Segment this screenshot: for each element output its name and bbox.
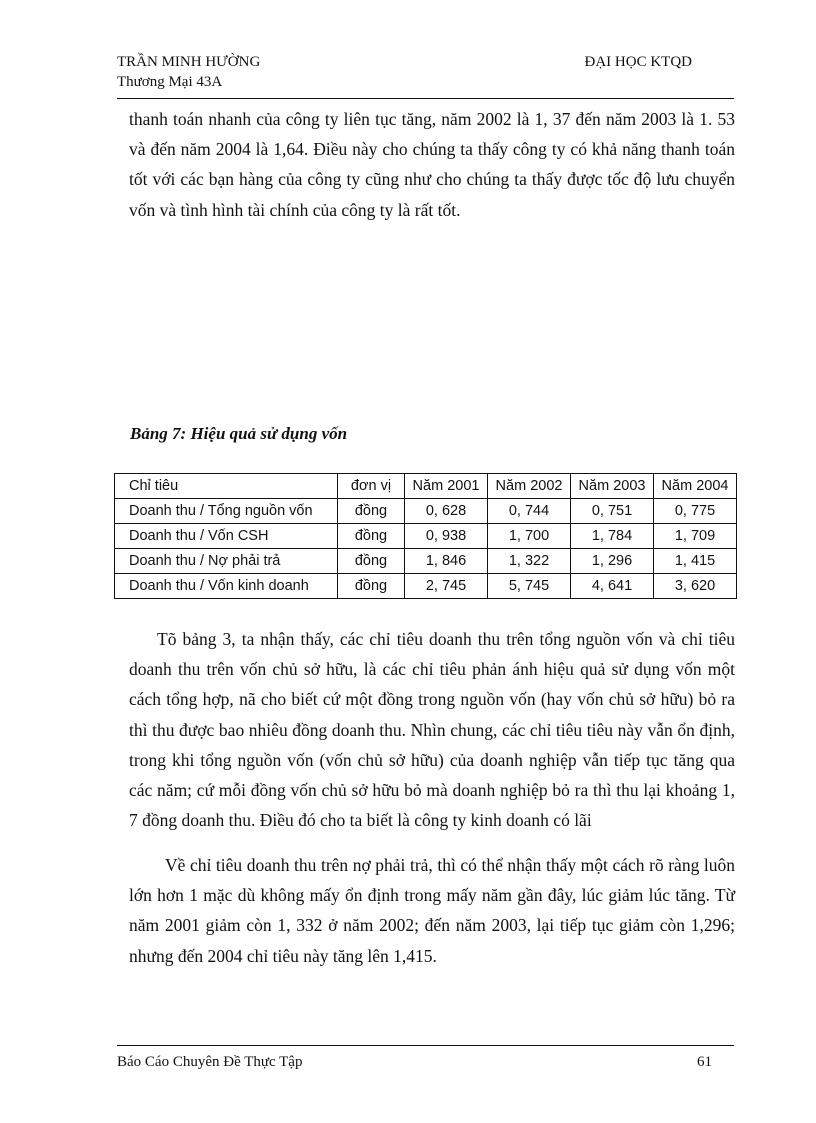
author-name: TRẦN MINH HƯỜNG	[117, 54, 261, 70]
row-value-2002: 1, 322	[488, 549, 571, 574]
header-2004: Năm 2004	[654, 474, 737, 499]
university-name: ĐẠI HỌC KTQD	[584, 54, 692, 70]
row-value-2004: 3, 620	[654, 574, 737, 599]
paragraph-debt-ratio: Về chỉ tiêu doanh thu trên nợ phải trả, thì có thể nhận thấy một cách rõ ràng luôn lớn hơn 1 mặc dù không mấy ổn định trong mấy năm gần đây, lúc giảm lúc tăng. Từ năm 2001 giảm còn 1, 332 ở năm 2002; đến năm 2003, lại tiếp tục giảm còn 1,296; nhưng đến 2004 chỉ tiêu này tăng lên 1,415.	[129, 855, 735, 966]
row-value-2002: 1, 700	[488, 524, 571, 549]
row-value-2004: 1, 415	[654, 549, 737, 574]
page-header-left	[117, 52, 260, 92]
row-value-2003: 1, 296	[571, 549, 654, 574]
table-caption: Bảng 7: Hiệu quả sử dụng vốn	[130, 424, 348, 443]
row-value-2001: 0, 628	[405, 499, 488, 524]
table-row	[115, 499, 737, 524]
row-value-2001: 1, 846	[405, 549, 488, 574]
header-indicator: Chỉ tiêu	[115, 474, 338, 499]
row-indicator: Doanh thu / Vốn kinh doanh	[115, 574, 338, 599]
row-value-2001: 2, 745	[405, 574, 488, 599]
table-row	[115, 524, 737, 549]
row-indicator: Doanh thu / Tổng nguồn vốn	[115, 499, 338, 524]
table-row	[115, 574, 737, 599]
row-unit: đồng	[338, 549, 405, 574]
row-value-2004: 0, 775	[654, 499, 737, 524]
capital-efficiency-table	[114, 473, 737, 599]
row-value-2003: 0, 751	[571, 499, 654, 524]
paragraph-analysis: Tõ bảng 3, ta nhận thấy, các chỉ tiêu doanh thu trên tổng nguồn vốn và chỉ tiêu doanh thu trên vốn chủ sở hữu, là các chỉ tiêu phản ánh hiệu quả sử dụng vốn một cách tổng hợp, nã cho biết cứ một đồng trong nguồn vốn (hay vốn chủ sở hữu) bỏ ra thì thu được bao nhiêu đồng doanh thu. Nhìn chung, các chỉ tiêu tiêu này vẫn ổn định, trong khi tổng nguồn vốn (vốn chủ sở hữu) của doanh nghiệp vẫn tiếp tục tăng qua các năm; cứ mỗi đồng vốn chủ sở hữu bỏ mà doanh nghiệp bỏ ra thì thu lại khoảng 1, 7 đồng doanh thu. Điều đó cho ta biết là công ty kinh doanh có lãi	[129, 629, 735, 831]
header-unit: đơn vị	[338, 474, 405, 499]
paragraph-liquidity: thanh toán nhanh của công ty liên tục tăng, năm 2002 là 1, 37 đến năm 2003 là 1. 53 và đến năm 2004 là 1,64. Điều này cho chúng ta thấy công ty có khả năng thanh toán tốt với các bạn hàng của công ty cũng như cho chúng ta thấy được tốc độ lưu chuyển vốn và tình hình tài chính của công ty là rất tốt.	[129, 109, 735, 220]
row-value-2003: 4, 641	[571, 574, 654, 599]
row-unit: đồng	[338, 574, 405, 599]
footer-title: Báo Cáo Chuyên Đề Thực Tập	[117, 1054, 303, 1070]
row-indicator: Doanh thu / Nợ phải trả	[115, 549, 338, 574]
table-row	[115, 549, 737, 574]
row-value-2001: 0, 938	[405, 524, 488, 549]
class-name: Thương Mại 43A	[117, 74, 223, 90]
row-value-2002: 0, 744	[488, 499, 571, 524]
row-value-2003: 1, 784	[571, 524, 654, 549]
row-value-2004: 1, 709	[654, 524, 737, 549]
row-unit: đồng	[338, 524, 405, 549]
table-header-row	[115, 474, 737, 499]
header-2002: Năm 2002	[488, 474, 571, 499]
row-indicator: Doanh thu / Vốn CSH	[115, 524, 338, 549]
page-number: 61	[697, 1054, 712, 1070]
footer-rule	[117, 1045, 734, 1046]
header-rule	[117, 98, 734, 99]
row-unit: đồng	[338, 499, 405, 524]
header-2003: Năm 2003	[571, 474, 654, 499]
row-value-2002: 5, 745	[488, 574, 571, 599]
header-2001: Năm 2001	[405, 474, 488, 499]
